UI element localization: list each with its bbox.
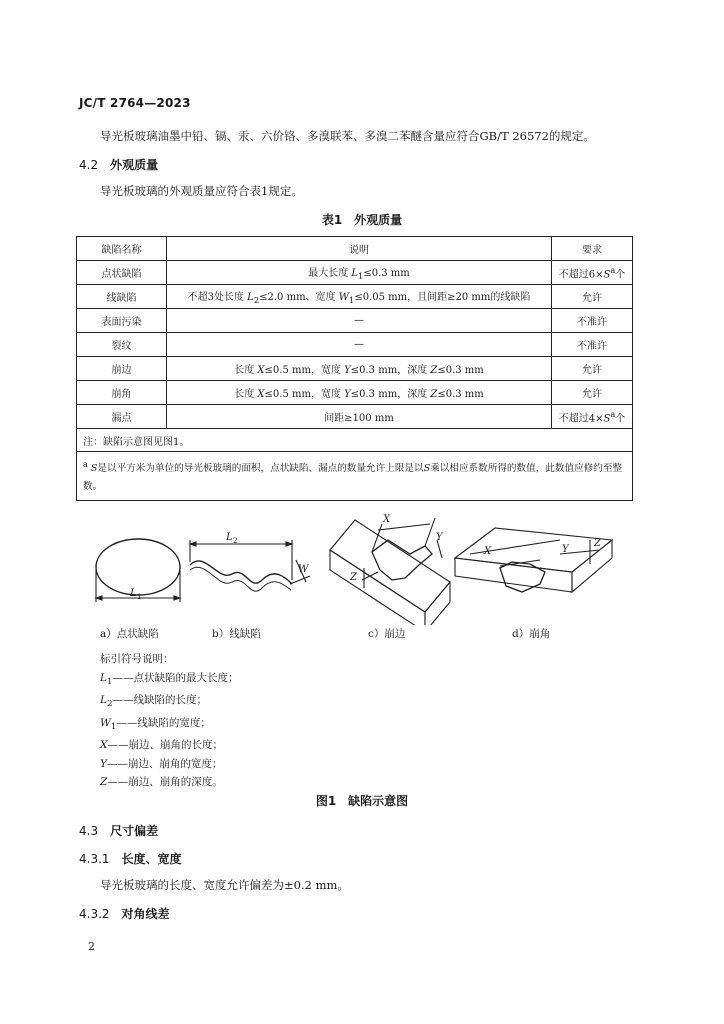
defect-name: 漏点 xyxy=(77,405,167,429)
table-row xyxy=(77,405,633,429)
section-4-3-1-text: 导光板玻璃的长度、宽度允许偏差为±0.2 mm。 xyxy=(100,878,349,892)
subcaption-d: d）崩角 xyxy=(512,628,551,640)
defect-name: 线缺陷 xyxy=(77,285,167,309)
section-4-3-2-heading xyxy=(79,905,170,922)
label-Y-d: Y xyxy=(562,544,569,555)
defect-desc: 不超3处长度 $L_2\le 2.0$ mm、宽度 $W_1\le 0.05$ mm，且间距≥20 mm的线缺陷 xyxy=(167,285,552,309)
table-caption: 表1 外观质量 xyxy=(321,213,403,227)
intro-paragraph: 导光板玻璃油墨中铅、镉、汞、六价铬、多溴联苯、多溴二苯醚含量应符合GB/T 26572的规定。 xyxy=(100,129,595,143)
defect-name: 裂纹 xyxy=(77,333,167,357)
defect-name: 崩边 xyxy=(77,357,167,381)
defect-name: 表面污染 xyxy=(77,309,167,333)
defect-req: 不超过$6\times S^a$个 xyxy=(552,261,633,285)
legend-item: $L_2——$线缺陷的长度； xyxy=(100,694,208,710)
table-footnote-row xyxy=(77,452,633,501)
label-L1: L xyxy=(130,588,137,599)
defect-desc: 间距≥100 mm xyxy=(167,405,552,429)
figure-legend xyxy=(100,650,239,792)
section-number: 4.3 xyxy=(79,824,99,838)
section-title: 对角线差 xyxy=(121,907,170,921)
header-cell: 要求 xyxy=(552,237,633,261)
section-number: 4.2 xyxy=(79,158,99,172)
section-4-2-heading xyxy=(79,156,158,173)
section-title: 长度、宽度 xyxy=(121,852,182,866)
section-4-2-text: 导光板玻璃的外观质量应符合表1规定。 xyxy=(100,184,303,198)
defect-desc: 最大长度 $L_1\le 0.3$ mm xyxy=(167,261,552,285)
edge-chip-shape xyxy=(372,540,432,580)
standard-code: JC/T 2764—2023 xyxy=(79,96,191,110)
label-L2: L xyxy=(226,532,233,543)
label-W: W xyxy=(298,564,309,575)
appearance-quality-table xyxy=(76,236,633,501)
page-number: 2 xyxy=(88,940,95,953)
defect-name: 点状缺陷 xyxy=(77,261,167,285)
defect-desc: 长度 X≤0.5 mm，宽度 Y≤0.3 mm，深度 Z≤0.3 mm xyxy=(167,357,552,381)
legend-item: $L_1——$点状缺陷的最大长度； xyxy=(100,671,239,687)
table-row xyxy=(77,285,633,309)
label-Z-d: Z xyxy=(594,538,601,549)
defect-name: 崩角 xyxy=(77,381,167,405)
table-note: 注：缺陷示意图见图1。 xyxy=(77,429,633,452)
defect-req: 不准许 xyxy=(552,333,633,357)
table-note-row xyxy=(77,429,633,452)
header-cell: 缺陷名称 xyxy=(77,237,167,261)
header-cell: 说明 xyxy=(167,237,552,261)
section-number: 4.3.1 xyxy=(79,852,110,866)
table-row xyxy=(77,261,633,285)
section-4-3-heading xyxy=(79,822,158,839)
table-row xyxy=(77,333,633,357)
label-L1-sub: 1 xyxy=(137,593,142,601)
section-title: 尺寸偏差 xyxy=(110,824,159,838)
table-footnote: $^a$ S是以平方米为单位的导光板玻璃的面积，点状缺陷、漏点的数量允许上限是以S乘以相应系数所得的数值，此数值应修约至整数。 xyxy=(77,452,633,501)
defect-req: 允许 xyxy=(552,285,633,309)
table-row xyxy=(77,357,633,381)
table-row xyxy=(77,381,633,405)
defect-desc: 长度 X≤0.5 mm，宽度 Y≤0.3 mm，深度 Z≤0.3 mm xyxy=(167,381,552,405)
legend-item: Y——崩边、崩角的宽度； xyxy=(100,757,223,770)
defect-req: 不超过$4\times S^a$个 xyxy=(552,405,633,429)
defect-desc: — xyxy=(167,309,552,333)
point-defect-ellipse xyxy=(96,539,180,595)
legend-item: Z——崩边、崩角的深度。 xyxy=(100,776,223,789)
label-Z-c: Z xyxy=(350,572,357,583)
legend-item: $W_1——$线缺陷的宽度； xyxy=(100,716,211,732)
table-header-row xyxy=(77,237,633,261)
section-title: 外观质量 xyxy=(110,158,159,172)
subcaption-a: a）点状缺陷 xyxy=(100,628,159,640)
label-X-c: X xyxy=(383,514,391,525)
figure-caption: 图1 缺陷示意图 xyxy=(315,794,409,808)
legend-title: 标引符号说明： xyxy=(100,653,174,665)
label-Y-c: Y xyxy=(436,532,443,543)
subcaption-b: b）线缺陷 xyxy=(212,628,261,640)
legend-item: X——崩边、崩角的长度； xyxy=(100,739,223,752)
defect-req: 允许 xyxy=(552,381,633,405)
defect-desc: — xyxy=(167,333,552,357)
defect-diagrams xyxy=(0,510,724,625)
table-row xyxy=(77,309,633,333)
defect-req: 不准许 xyxy=(552,309,633,333)
section-4-3-1-heading xyxy=(79,850,182,867)
label-X-d: X xyxy=(484,546,492,557)
defect-req: 允许 xyxy=(552,357,633,381)
section-number: 4.3.2 xyxy=(79,907,110,921)
subcaption-c: c）崩边 xyxy=(368,628,406,640)
label-L2-sub: 2 xyxy=(233,537,238,545)
line-defect-wave xyxy=(190,561,292,584)
